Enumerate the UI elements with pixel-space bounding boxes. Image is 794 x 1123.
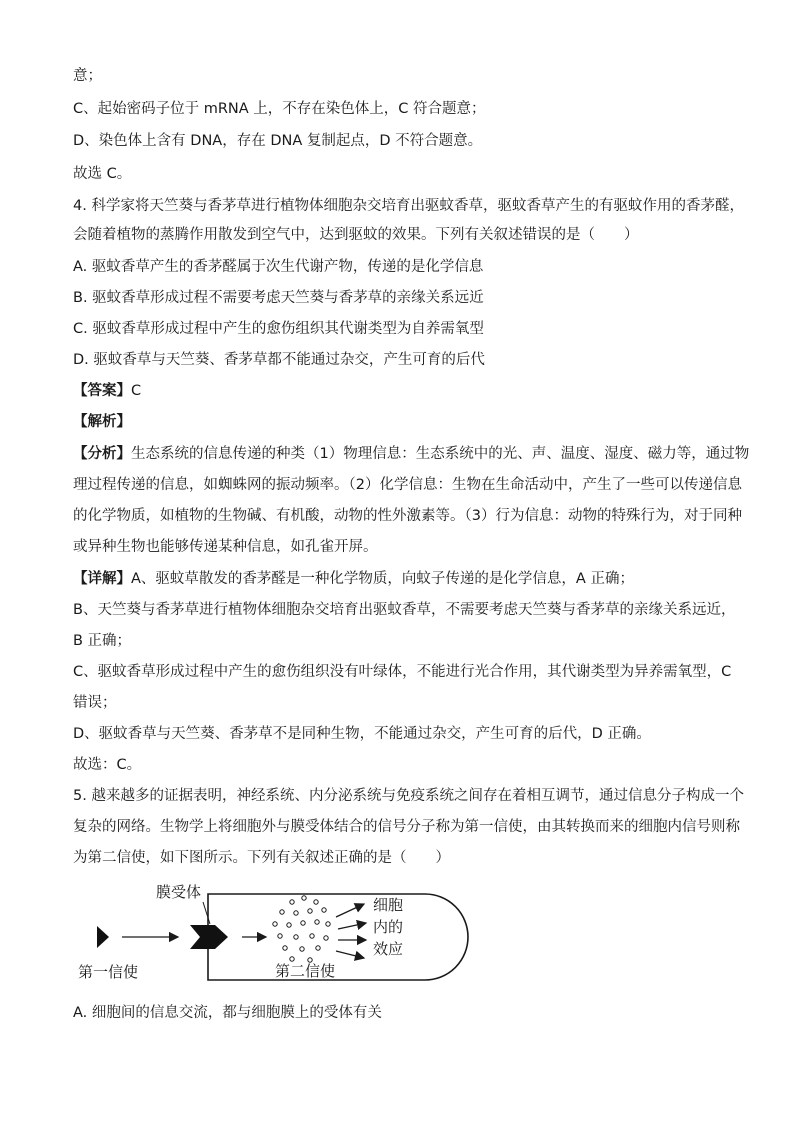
text-line: 故选 C。	[73, 166, 132, 182]
question-5-stem: 为第二信使，如下图所示。下列有关叙述正确的是（ ）	[73, 850, 450, 866]
option-b: B. 驱蚊香草形成过程不需要考虑天竺葵与香茅草的亲缘关系远近	[73, 290, 484, 306]
question-5-stem: 复杂的网络。生物学上将细胞外与膜受体结合的信号分子称为第一信使，由其转换而来的细胞内信号则称	[73, 819, 740, 835]
option-c: C. 驱蚊香草形成过程中产生的愈伤组织其代谢类型为自养需氧型	[73, 321, 484, 337]
effect-arrow	[336, 904, 364, 917]
answer-line	[73, 381, 141, 401]
second-messenger-diagram	[70, 880, 490, 990]
effect-arrow	[338, 923, 366, 929]
xiangjie-line: 错误；	[73, 695, 117, 711]
effect-label-1: 细胞	[373, 896, 404, 914]
text-line: C、起始密码子位于 mRNA 上，不存在染色体上，C 符合题意；	[73, 101, 486, 117]
first-messenger-label: 第一信使	[78, 963, 139, 981]
text-line: D、染色体上含有 DNA，存在 DNA 复制起点，D 不符合题意。	[73, 133, 483, 149]
xiangjie-tag: 【详解】	[73, 571, 131, 587]
choose-line: 故选：C。	[73, 757, 142, 773]
first-messenger-shape	[97, 926, 109, 948]
fenxi-line: 的化学物质，如植物的生物碱、有机酸，动物的性外激素等。（3）行为信息：动物的特殊行为，对于同种	[73, 508, 742, 524]
receptor-pointer	[203, 902, 210, 924]
second-messenger-dots	[273, 896, 330, 962]
analysis-label: 【解析】	[73, 414, 131, 430]
xiangjie-line: C、驱蚊香草形成过程中产生的愈伤组织没有叶绿体，不能进行光合作用，其代谢类型为异养需氧型，C	[73, 664, 732, 680]
fenxi-text: 生态系统的信息传递的种类（1）物理信息：生态系统中的光、声、温度、湿度、磁力等，通过物	[131, 446, 750, 462]
question-4-stem: 4. 科学家将天竺葵与香茅草进行植物体细胞杂交培育出驱蚊香草，驱蚊香草产生的有驱蚊作用的香茅醛，	[73, 198, 744, 214]
effect-label-2: 内的	[373, 918, 404, 936]
option-d: D. 驱蚊香草与天竺葵、香茅草都不能通过杂交，产生可育的后代	[73, 352, 485, 368]
effect-arrow	[336, 951, 364, 958]
question-5-stem: 5. 越来越多的证据表明，神经系统、内分泌系统与免疫系统之间存在着相互调节，通过信息分子构成一个	[73, 788, 744, 804]
xiangjie-line: B、天竺葵与香茅草进行植物体细胞杂交培育出驱蚊香草，不需要考虑天竺葵与香茅草的亲缘关系远近，	[73, 602, 736, 618]
fenxi-line: 理过程传递的信息，如蜘蛛网的振动频率。（2）化学信息：生物在生命活动中，产生了一些可以传递信息	[73, 477, 742, 493]
answer-tag: 【答案】	[73, 383, 131, 399]
xiangjie-line: D、驱蚊香草与天竺葵、香茅草不是同种生物，不能通过杂交，产生可育的后代，D 正确。	[73, 726, 651, 742]
option-a: A. 驱蚊香草产生的香茅醛属于次生代谢产物，传递的是化学信息	[73, 259, 484, 275]
fenxi-line	[73, 444, 749, 464]
question-5-option-a: A. 细胞间的信息交流，都与细胞膜上的受体有关	[73, 1005, 382, 1021]
xiangjie-text: A、驱蚊草散发的香茅醛是一种化学物质，向蚊子传递的是化学信息，A 正确；	[131, 571, 634, 587]
membrane-receptor-label: 膜受体	[156, 883, 202, 901]
question-4-stem: 会随着植物的蒸腾作用散发到空气中，达到驱蚊的效果。下列有关叙述错误的是（ ）	[73, 227, 639, 243]
effect-label-3: 效应	[373, 940, 404, 958]
answer-value: C	[131, 383, 142, 399]
xiangjie-line: B 正确；	[73, 633, 132, 649]
text-line: 意；	[73, 68, 102, 84]
membrane-receptor-shape	[190, 925, 228, 949]
analysis-tag	[73, 412, 131, 432]
second-messenger-label: 第二信使	[275, 962, 336, 980]
fenxi-line: 或异种生物也能够传递某种信息，如孔雀开屏。	[73, 539, 378, 555]
xiangjie-line	[73, 569, 634, 589]
fenxi-tag: 【分析】	[73, 446, 131, 462]
